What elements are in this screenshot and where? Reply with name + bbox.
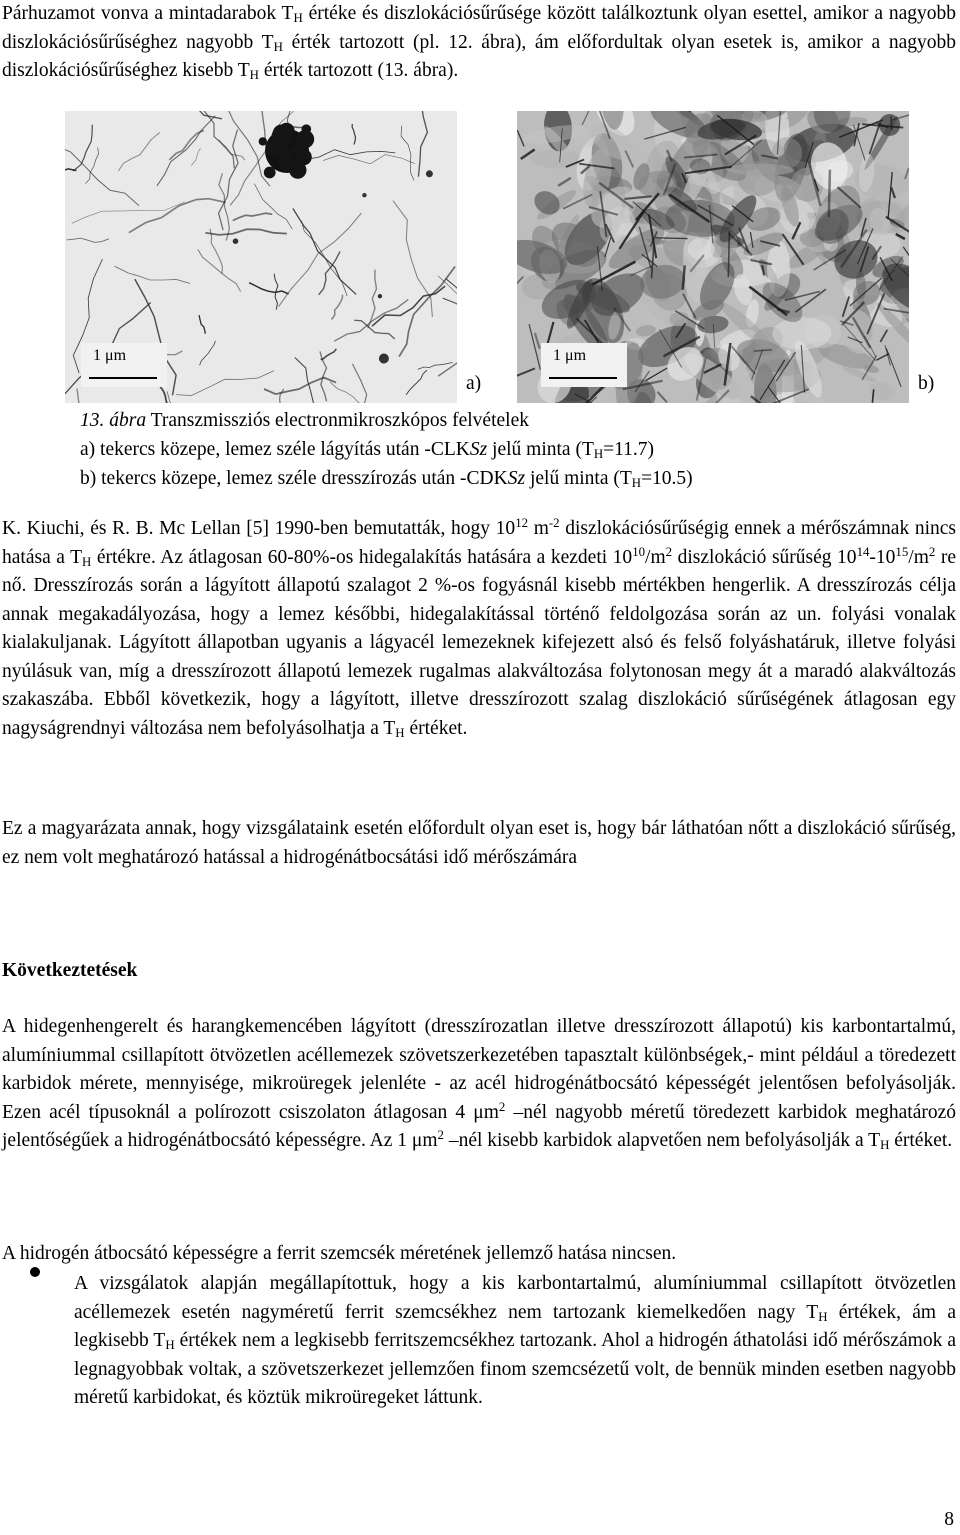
scale-line-a: [89, 377, 157, 379]
page-number: 8: [944, 1509, 954, 1530]
scale-line-b: [549, 377, 617, 379]
kiuchi-paragraph: K. Kiuchi, és R. B. Mc Lellan [5] 1990-ben bemutatták, hogy $10^{12}$ $m^{-2}$ diszlokációsűrűségig ennek a mérőszámnak nincs hatása a $T_H$ értékre. Az átlagosan 60-80%-os hidegalakítás hatására a kezdeti $10^{10}/m^2$ diszlokáció sűrűség $10^{14}-10^{15}/m^2$ re nő. Dresszírozás során a lágyított állapotú szalagot 2 %-os fogyásnál kisebb mértékben hengerlik. A dresszírozás célja annak megakadályozása, hogy a lemez későbbi, hidegalakítással történő feldolgozása során az un. folyási vonalak kialakuljanak. Lágyított állapotban ugyanis a lágyacél lemezeknek kifejezett alsó és felső folyáshatáruk, illetve folyási nyúlásuk van, míg a dresszírozott állapotú lemezek rugalmas alakváltozása folytonosan megy át a maradó alakváltozás szakaszába. Ebből következik, hogy a lágyított, illetve dresszírozott szalag diszlokáció sűrűségének átlagosan egy nagyságrendnyi változása nem befolyásolhatja a $T_H$ értéket.: [2, 515, 957, 740]
ferrite-paragraph: A hidrogén átbocsátó képességre a ferrit szemcsék méretének jellemző hatása nincsen.: [2, 1243, 677, 1264]
explanation-paragraph: Ez a magyarázata annak, hogy vizsgálataink esetén előfordult olyan eset is, hogy bár láthatóan nőtt a diszlokáció sűrűség, ez nem volt meghatározó hatással a hidrogénátbocsátási idő mérőszámára: [2, 818, 956, 868]
bullet-paragraph: A vizsgálatok alapján megállapítottuk, hogy a kis karbontartalmú, alumíniummal csillapított ötvözetlen acéllemezek esetén nagyméretű ferrit szemcsékhez nem tartozank kiemelkedően nagy $T_H$ értékek, ám a legkisebb $T_H$ értékek nem a legkisebb ferritszemcsékhez tartozank. Ahol a hidrogén áthatolási idő mérőszámok a legnagyobbak voltak, a szövetszerkezet jellemzően finom szemcsézetű volt, de bennük minden esetben nagyobb méretű karbidokat, és köztük mikroüregeket láttunk.: [74, 1273, 957, 1408]
figure-label-b: b): [918, 373, 935, 394]
scale-label-a: 1 μm: [93, 347, 127, 364]
figure-caption-a: a) tekercs közepe, lemez széle lágyítás után -CLKSz jelű minta $(T_H=11.7)$: [80, 439, 655, 462]
scale-label-b: 1 μm: [553, 347, 587, 364]
micrograph-b: [517, 111, 909, 403]
figure-caption-b: b) tekercs közepe, lemez széle dresszírozás után -CDKSz jelű minta $(T_H=10.5)$: [80, 468, 693, 491]
bullet-dot-icon: [30, 1267, 40, 1277]
figure-caption-title: 13. ábra Transzmissziós electronmikroszkópos felvételek: [80, 410, 529, 431]
section-heading: Következtetések: [2, 960, 138, 981]
scale-bar-a: [81, 343, 167, 387]
micrograph-a: [65, 111, 457, 403]
scale-bar-b: [541, 343, 627, 387]
conclusion-paragraph: A hidegenhengerelt és harangkemencében lágyított (dresszírozatlan illetve dresszírozott állapotú) kis karbontartalmú, alumíniummal csillapított ötvözetlen acéllemezek szövetszerkezetében tapasztalt különbségek,- mint például a töredezett karbidok mérete, mennyisége, mikroüregek jelenléte - az acél hidrogénátbocsátó képességét jelentősen befolyásolják. Ezen acél típusoknál a polírozott csiszolaton átlagosan 4 $\mu m^2$ –nél nagyobb méretű töredezett karbidok meghatározó jelentőségűek a hidrogénátbocsátó képességre. Az 1 $\mu m^2$ –nél kisebb karbidok alapvetően nem befolyásolják a $T_H$ értéket.: [2, 1016, 956, 1153]
figure-label-a: a): [466, 373, 482, 394]
figure-13: [0, 108, 960, 408]
intro-paragraph: Párhuzamot vonva a mintadarabok $T_H$ értéke és diszlokációsűrűsége között találkoztunk olyan esettel, amikor a nagyobb diszlokációsűrűséghez nagyobb $T_H$ érték tartozott (pl. 12. ábra), ám előfordultak olyan esetek is, amikor a nagyobb diszlokációsűrűséghez kisebb $T_H$ érték tartozott (13. ábra).: [2, 3, 956, 83]
